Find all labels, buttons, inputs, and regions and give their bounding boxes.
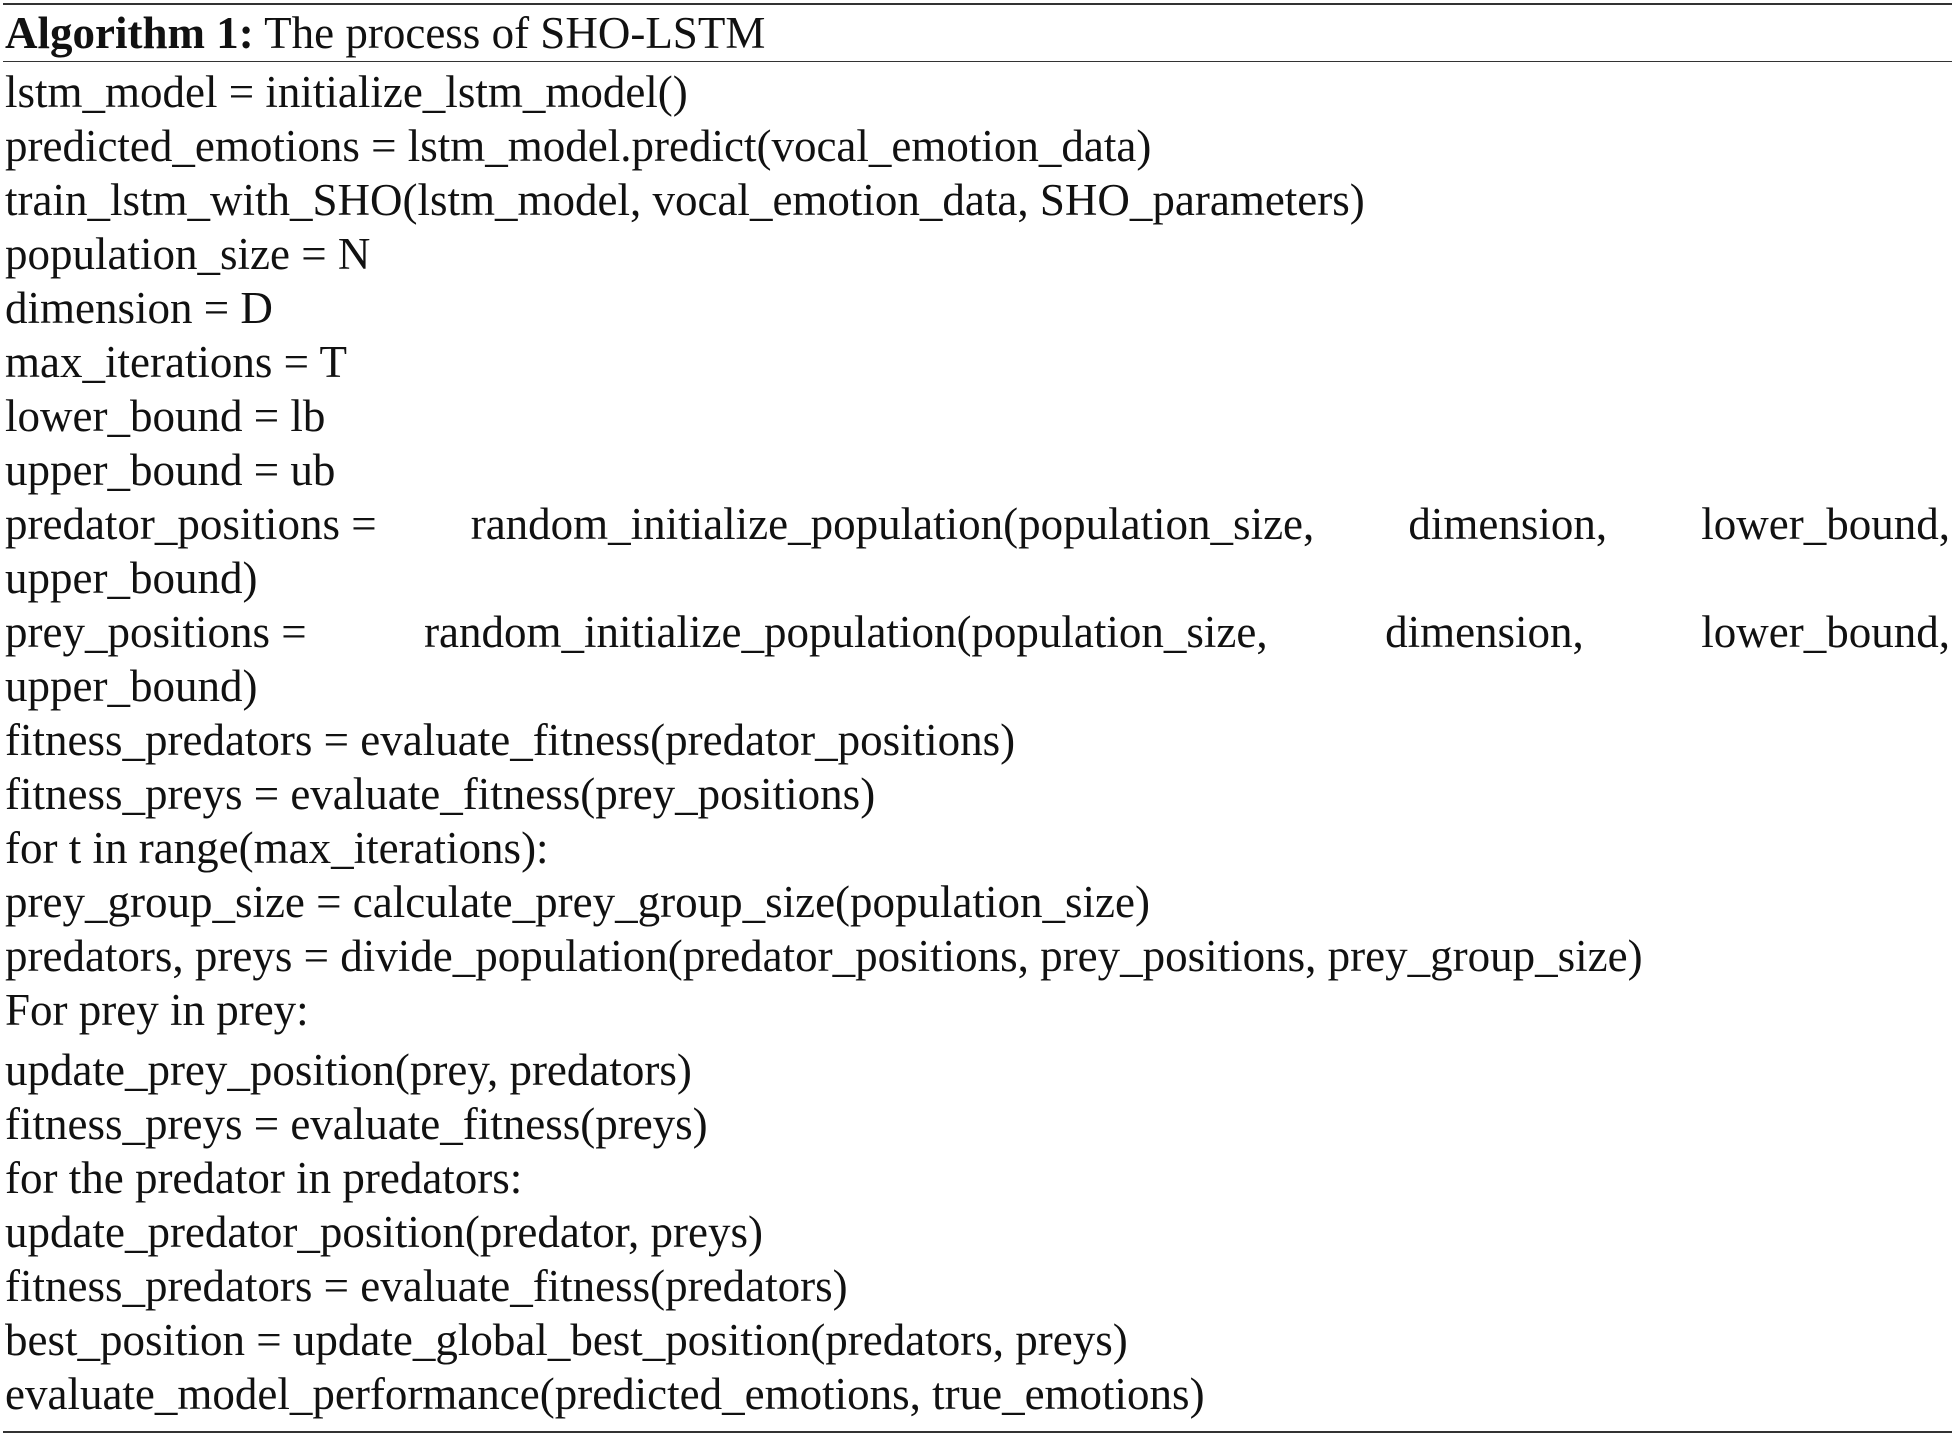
code-token: predator_positions = bbox=[5, 499, 377, 549]
code-token: dimension, bbox=[1385, 607, 1584, 657]
code-line-justified bbox=[3, 497, 1952, 551]
code-line: for t in range(max_iterations): bbox=[5, 823, 549, 873]
code-line-continuation: upper_bound) bbox=[5, 553, 258, 603]
code-line: dimension = D bbox=[5, 283, 273, 333]
code-line: predators, preys = divide_population(predator_positions, prey_positions, prey_group_size) bbox=[5, 931, 1643, 981]
code-line: prey_group_size = calculate_prey_group_size(population_size) bbox=[5, 877, 1150, 927]
code-line: fitness_predators = evaluate_fitness(predators) bbox=[5, 1261, 848, 1311]
code-line: For prey in prey: bbox=[5, 985, 309, 1035]
code-token: prey_positions = bbox=[5, 607, 307, 657]
code-line: update_predator_position(predator, preys) bbox=[5, 1207, 763, 1257]
code-line: lower_bound = lb bbox=[5, 391, 326, 441]
code-line: best_position = update_global_best_position(predators, preys) bbox=[5, 1315, 1128, 1365]
algorithm-block bbox=[3, 3, 1952, 1433]
code-token: lower_bound, bbox=[1701, 499, 1950, 549]
code-line: max_iterations = T bbox=[5, 337, 347, 387]
algorithm-label: Algorithm 1: bbox=[5, 8, 254, 58]
code-line: for the predator in predators: bbox=[5, 1153, 523, 1203]
code-line: fitness_preys = evaluate_fitness(prey_positions) bbox=[5, 769, 876, 819]
code-line: lstm_model = initialize_lstm_model() bbox=[5, 67, 688, 117]
code-line: upper_bound = ub bbox=[5, 445, 336, 495]
code-line-continuation: upper_bound) bbox=[5, 661, 258, 711]
code-line: fitness_preys = evaluate_fitness(preys) bbox=[5, 1099, 708, 1149]
code-line: predicted_emotions = lstm_model.predict(vocal_emotion_data) bbox=[5, 121, 1152, 171]
code-line-justified bbox=[3, 605, 1952, 659]
code-token: random_initialize_population(population_size, bbox=[470, 499, 1315, 549]
code-line: evaluate_model_performance(predicted_emotions, true_emotions) bbox=[5, 1369, 1205, 1419]
code-token: lower_bound, bbox=[1701, 607, 1950, 657]
algorithm-title: The process of SHO-LSTM bbox=[253, 8, 766, 58]
algorithm-header bbox=[3, 5, 1952, 61]
code-token: dimension, bbox=[1408, 499, 1608, 549]
code-line: train_lstm_with_SHO(lstm_model, vocal_emotion_data, SHO_parameters) bbox=[5, 175, 1365, 225]
code-line: population_size = N bbox=[5, 229, 371, 279]
code-line: fitness_predators = evaluate_fitness(predator_positions) bbox=[5, 715, 1016, 765]
algorithm-body bbox=[3, 62, 1952, 1421]
code-line: update_prey_position(prey, predators) bbox=[5, 1045, 692, 1095]
code-token: random_initialize_population(population_size, bbox=[424, 607, 1268, 657]
